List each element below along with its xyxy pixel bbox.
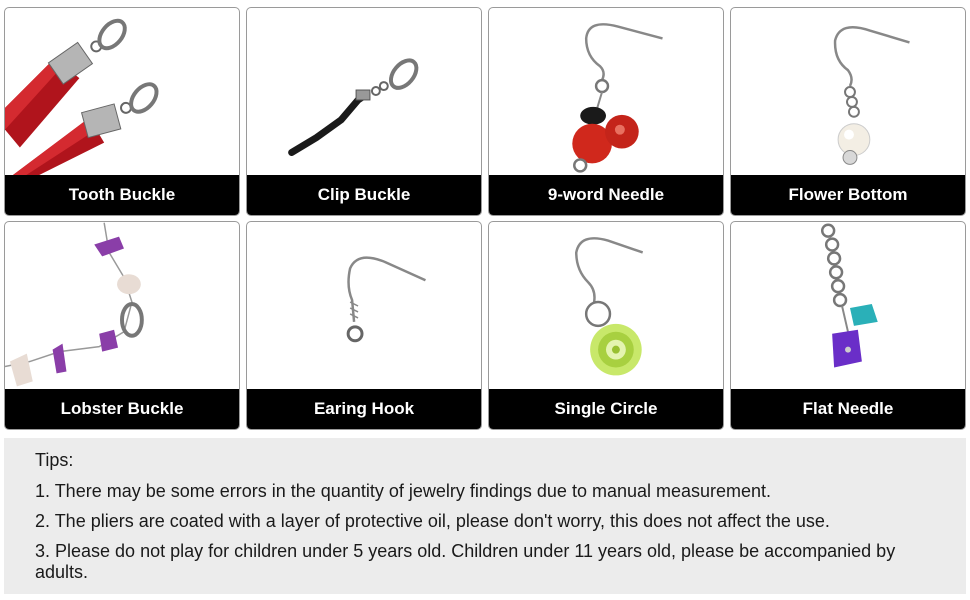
item-label: Lobster Buckle xyxy=(5,389,239,429)
flower-bottom-image xyxy=(731,8,965,178)
card-earing-hook xyxy=(246,221,482,430)
card-tooth-buckle xyxy=(4,7,240,216)
card-flat-needle xyxy=(730,221,966,430)
item-label: Clip Buckle xyxy=(247,175,481,215)
item-label: Tooth Buckle xyxy=(5,175,239,215)
tooth-buckle-image xyxy=(5,8,239,178)
card-clip-buckle xyxy=(246,7,482,216)
single-circle-image xyxy=(489,222,723,392)
9-word-needle-image xyxy=(489,8,723,178)
product-grid xyxy=(4,7,966,431)
item-label: Flat Needle xyxy=(731,389,965,429)
card-lobster-buckle xyxy=(4,221,240,430)
item-label: Flower Bottom xyxy=(731,175,965,215)
tip-line-1: 1. There may be some errors in the quantity of jewelry findings due to manual measurement. xyxy=(35,481,772,501)
tips-panel xyxy=(4,438,966,594)
item-label: Single Circle xyxy=(489,389,723,429)
card-flower-bottom xyxy=(730,7,966,216)
tip-line-2: 2. The pliers are coated with a layer of protective oil, please don't worry, this does not affect the use. xyxy=(35,511,830,531)
tip-line-3: 3. Please do not play for children under 5 years old. Children under 11 years old, please be accompanied by adults. xyxy=(35,541,896,582)
flat-needle-image xyxy=(731,222,965,392)
card-single-circle xyxy=(488,221,724,430)
lobster-buckle-image xyxy=(5,222,239,392)
item-label: Earing Hook xyxy=(247,389,481,429)
item-label: 9-word Needle xyxy=(489,175,723,215)
clip-buckle-image xyxy=(247,8,481,178)
card-9-word-needle xyxy=(488,7,724,216)
earing-hook-image xyxy=(247,222,481,392)
tips-heading: Tips: xyxy=(35,450,74,470)
